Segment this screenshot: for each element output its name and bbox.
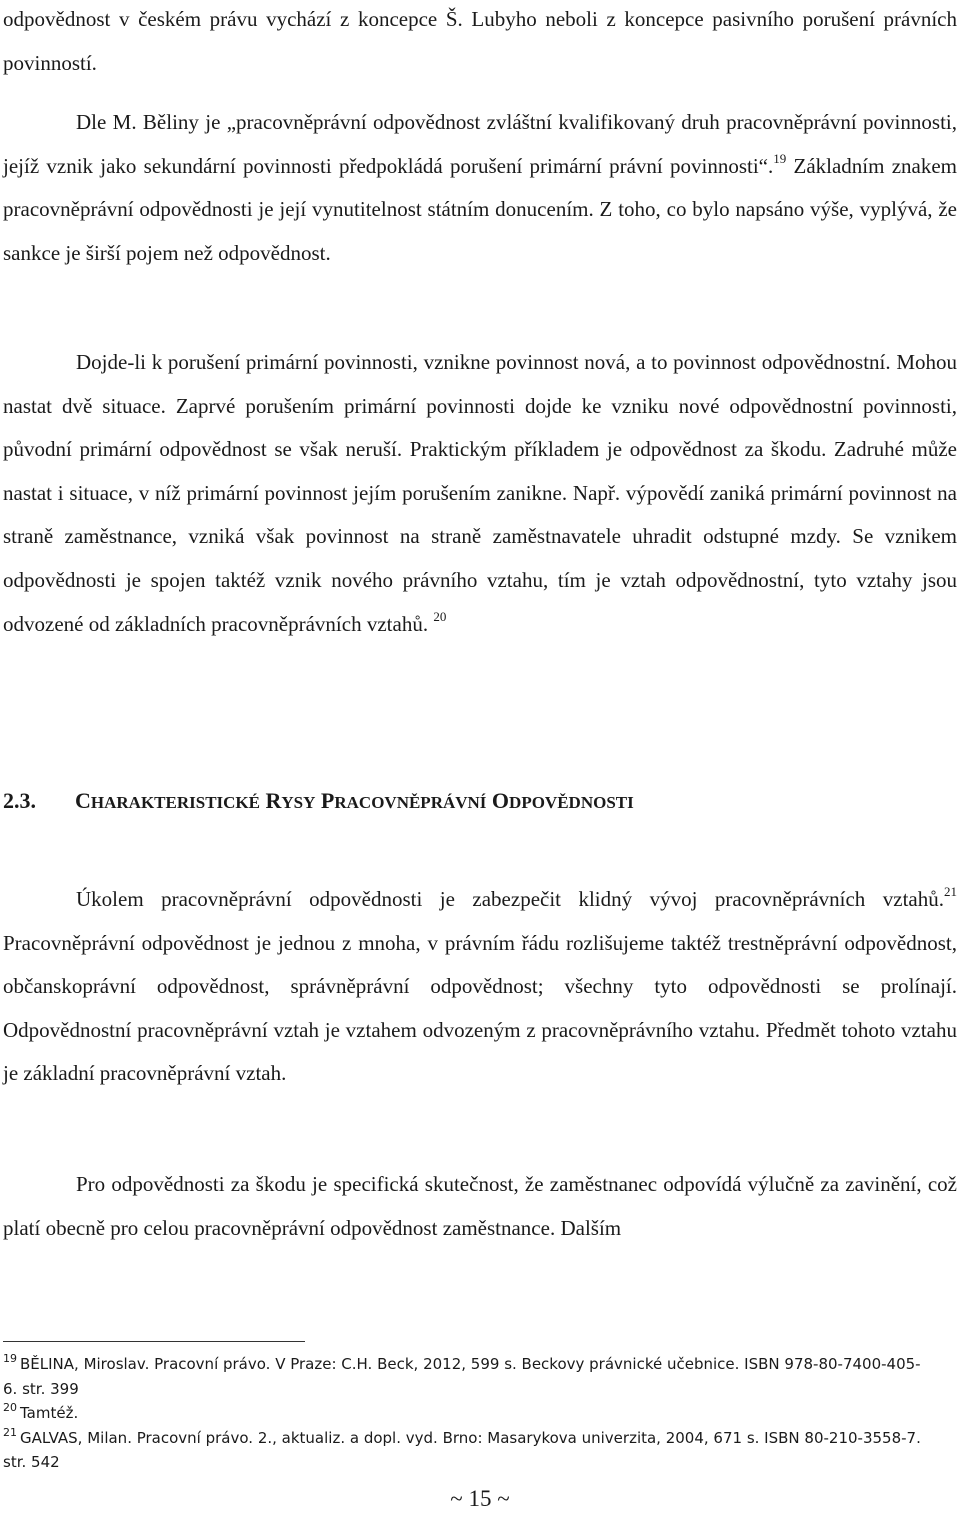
footnote-ref-21[interactable]: 21 — [944, 884, 957, 899]
page-number: ~ 15 ~ — [450, 1486, 510, 1511]
footnote-ref-19[interactable]: 19 — [773, 150, 787, 166]
paragraph-2-text-a: Dle M. Běliny je „pracovněprávní odpovědnost zvláštní kvalifikovaný druh pracovněprávní povinnosti, jejíž vznik jako sekundární povinnosti předpokládá porušení primární právní povinnosti“. — [3, 110, 957, 178]
paragraph-2-text-b: Základním znakem pracovněprávní odpovědnosti je její vynutitelnost státním donucením. Z toho, co bylo napsáno výše, vyplývá, že sankce je širší pojem než odpovědnost. — [3, 153, 957, 265]
footnote-separator — [3, 1341, 305, 1342]
title-rest-2: YSY — [281, 793, 316, 812]
footnote-20-number: 20 — [3, 1401, 17, 1415]
title-cap-2: R — [265, 788, 282, 813]
title-rest-4: DPOVĚDNOSTI — [509, 793, 634, 812]
paragraph-2 — [3, 101, 957, 275]
footnote-20 — [3, 1401, 933, 1426]
section-number: 2.3. — [3, 788, 36, 813]
footnote-21 — [3, 1426, 933, 1475]
paragraph-5-text: Pro odpovědnosti za škodu je specifická skutečnost, že zaměstnanec odpovídá výlučně za zavinění, což platí obecně pro celou pracovněprávní odpovědnost zaměstnance. Dalším — [3, 1172, 957, 1240]
paragraph-4 — [3, 878, 957, 1096]
footnote-19-text: BĚLINA, Miroslav. Pracovní právo. V Praze: C.H. Beck, 2012, 599 s. Beckovy právnické učebnice. ISBN 978-80-7400-405-6. str. 399 — [3, 1355, 921, 1398]
title-cap-1: C — [75, 788, 91, 813]
paragraph-3-text: Dojde-li k porušení primární povinnosti, vznikne povinnost nová, a to povinnost odpovědnostní. Mohou nastat dvě situace. Zaprvé porušením primární povinnosti dojde ke vzniku nové odpovědnostní povinnosti, původní primární odpovědnost se však neruší. Praktickým příkladem je odpovědnost za škodu. Zadruhé může nastat i situace, v níž primární povinnost jejím porušením zanikne. Např. výpovědí zaniká primární povinnost na straně zaměstnance, vzniká však povinnost na straně zaměstnavatele uhradit odstupné mzdy. Se vznikem odpovědnosti je spojen taktéž vznik nového právního vztahu, tím je vztah odpovědnostní, tyto vztahy jsou odvozené od základních pracovněprávních vztahů. — [3, 350, 957, 636]
paragraph-4-text-a: Úkolem pracovněprávní odpovědnosti je zabezpečit klidný vývoj pracovněprávních vztahů. — [76, 887, 944, 911]
paragraph-1 — [3, 0, 957, 85]
title-cap-4: O — [491, 788, 510, 813]
title-cap-3: P — [320, 788, 335, 813]
footnote-21-text: GALVAS, Milan. Pracovní právo. 2., aktualiz. a dopl. vyd. Brno: Masarykova univerzita, 2004, 671 s. ISBN 80-210-3558-7. str. 542 — [3, 1428, 921, 1472]
footnote-ref-20[interactable]: 20 — [433, 608, 447, 624]
section-heading — [3, 778, 957, 826]
paragraph-4-text-b: Pracovněprávní odpovědnost je jednou z mnoha, v právním řádu rozlišujeme taktéž trestněprávní odpovědnost, občanskoprávní odpovědnost, správněprávní odpovědnost; všechny tyto odpovědnosti se prolínají. Odpovědnostní pracovněprávní vztah je vztahem odvozeným z pracovněprávního vztahu. Předmět tohoto vztahu je základní pracovněprávní vztah. — [3, 930, 957, 1086]
section-title — [75, 788, 634, 813]
footnote-19-number: 19 — [3, 1352, 17, 1365]
title-rest-1: HARAKTERISTICKÉ — [90, 793, 260, 812]
paragraph-1-text: odpovědnost v českém právu vychází z koncepce Š. Lubyho neboli z koncepce pasivního porušení právních povinností. — [3, 7, 957, 75]
footnote-21-number: 21 — [3, 1425, 17, 1439]
footnote-20-text: Tamtéž. — [20, 1404, 79, 1423]
title-rest-3: RACOVNĚPRÁVNÍ — [334, 793, 487, 812]
paragraph-5 — [3, 1163, 957, 1250]
footnote-19 — [3, 1352, 933, 1401]
footnotes — [3, 1352, 933, 1475]
paragraph-3 — [3, 341, 957, 646]
